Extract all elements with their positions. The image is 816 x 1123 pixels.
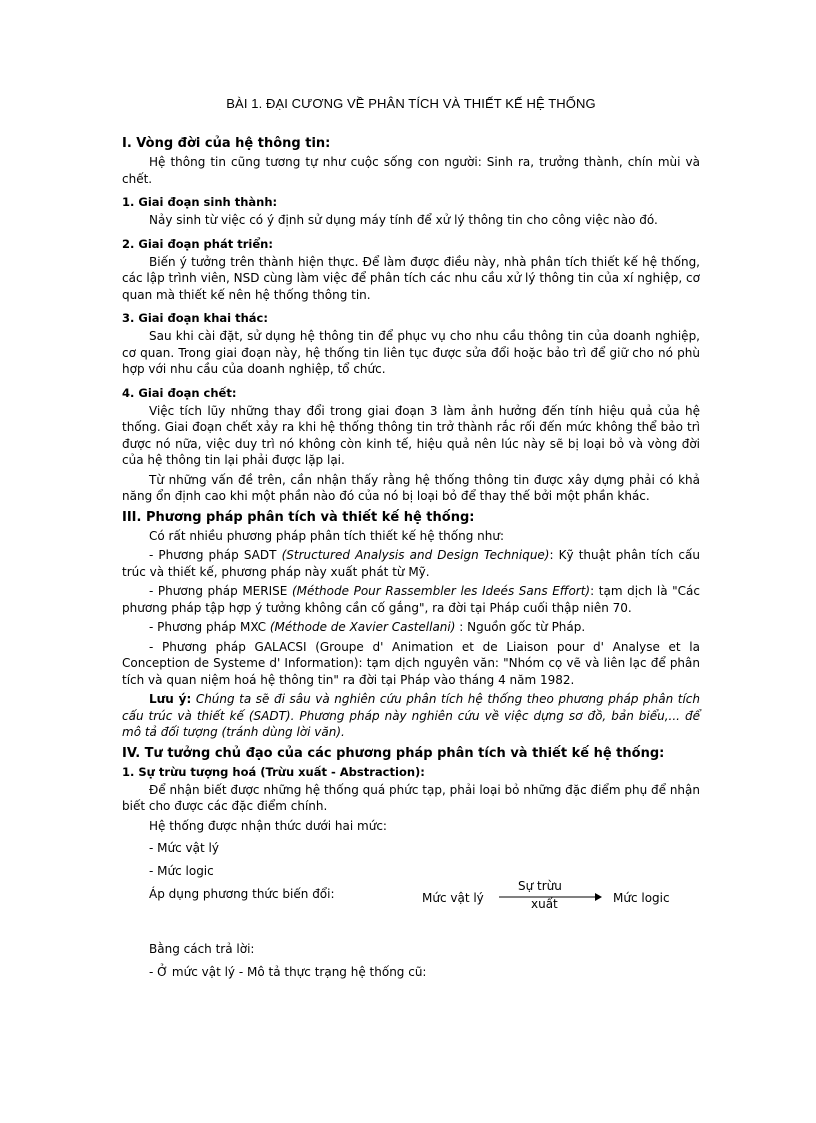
stage-2-text: Biến ý tưởng trên thành hiện thực. Để làm được điều này, nhà phân tích thiết kế hệ thống, các lập trình viên, NSD cùng làm việc để phân tích các nhu cầu xử lý thông tin của xí nghiệp, cơ quan mà thiết kế nên hệ thống thông tin.: [122, 254, 700, 302]
level-physical: - Mức vật lý: [149, 841, 219, 855]
abstraction-text: Để nhận biết được những hệ thống quá phức tạp, phải loại bỏ những đặc điểm phụ để nhận biết cho được các đặc điểm chính.: [122, 782, 700, 813]
methods-intro: Có rất nhiều phương pháp phân tích thiết kế hệ thống như:: [149, 528, 505, 543]
diagram-source: Mức vật lý: [422, 891, 484, 905]
stage-1-heading: 1. Giai đoạn sinh thành:: [122, 195, 278, 209]
method-sadt: - Phương pháp SADT (Structured Analysis and Design Technique): Kỹ thuật phân tích cấu trúc và thiết kế, phương pháp này xuất phát từ Mỹ.: [122, 548, 700, 579]
answer-physical: - Ở mức vật lý - Mô tả thực trạng hệ thống cũ:: [149, 964, 427, 979]
section-1-intro: Hệ thông tin cũng tương tự như cuộc sống con người: Sinh ra, trưởng thành, chín mùi và chết.: [122, 155, 700, 186]
abstraction-diagram: [122, 879, 700, 937]
stage-3-heading: 3. Giai đoạn khai thác:: [122, 311, 268, 325]
level-logic: - Mức logic: [149, 863, 214, 878]
note-paragraph: Lưu ý: Chúng ta sẽ đi sâu và nghiên cứu phân tích hệ thống theo phương pháp phân tích cấu trúc và thiết kế (SADT). Phương pháp này nghiên cứu về việc dựng sơ đồ, bản biểu,... để mô tả đối tượng (tránh dùng lời văn).: [122, 692, 700, 739]
section-4-heading: IV. Tư tưởng chủ đạo của các phương pháp phân tích và thiết kế hệ thống:: [122, 745, 665, 761]
levels-intro: Hệ thống được nhận thức dưới hai mức:: [149, 818, 387, 833]
abstraction-heading: 1. Sự trừu tượng hoá (Trừu xuất - Abstraction):: [122, 764, 425, 779]
apply-label: Áp dụng phương thức biến đổi:: [149, 887, 335, 901]
method-galacsi: - Phương pháp GALACSI (Groupe d' Animation et de Liaison pour d' Analyse et la Conception de Systeme d' Information): tạm dịch nguyên văn: "Nhóm cọ vẽ và liên lạc để phân tích và quan niệm hoá hệ thông tin" ra đời tại Pháp vào tháng 4 năm 1982.: [122, 639, 700, 687]
section-1-heading: I. Vòng đời của hệ thông tin:: [122, 136, 331, 151]
diagram-target: Mức logic: [613, 891, 670, 905]
section-3-heading: III. Phương pháp phân tích và thiết kế hệ thống:: [122, 509, 475, 525]
document-page: [122, 96, 700, 986]
arrow-label-top: Sự trừu: [518, 879, 562, 893]
stage-4-conclusion: Từ những vấn đề trên, cần nhận thấy rằng hệ thống thông tin được xây dựng phải có khả năng ổn định cao khi một phần nào đó của nó bị loại bỏ để thay thế bởi một phần khác.: [122, 472, 700, 503]
arrow-label-bottom: xuất: [531, 897, 558, 911]
stage-3-text: Sau khi cài đặt, sử dụng hệ thông tin để phục vụ cho nhu cầu thông tin của doanh nghiệp, cơ quan. Trong giai đoạn này, hệ thống tin liên tục được sửa đổi hoặc bảo trì để giữ cho nó phù hợp với nhu cầu của doanh nghiệp, tổ chức.: [122, 329, 700, 376]
method-mxc: - Phương pháp MXC (Méthode de Xavier Castellani) : Nguồn gốc từ Pháp.: [149, 620, 586, 634]
stage-2-heading: 2. Giai đoạn phát triển:: [122, 236, 273, 251]
answer-intro: Bằng cách trả lời:: [149, 942, 255, 956]
stage-4-text: Việc tích lũy những thay đổi trong giai đoạn 3 làm ảnh hưởng đến tính hiệu quả của hệ thống. Giai đoạn chết xảy ra khi hệ thống thông tin trở thành rắc rối đến mức không thể bảo trì được nó nữa, việc duy trì nó không còn kinh tế, hiệu quả nên lúc này sẽ bị loại bỏ và vòng đời của hệ thông tin lại phải được lặp lại.: [122, 403, 700, 467]
page-title: BÀI 1. ĐẠI CƯƠNG VỀ PHÂN TÍCH VÀ THIẾT KẾ HỆ THỐNG: [226, 96, 596, 111]
stage-1-text: Nảy sinh từ việc có ý định sử dụng máy tính để xử lý thông tin cho công việc nào đó.: [149, 213, 658, 227]
stage-4-heading: 4. Giai đoạn chết:: [122, 385, 237, 400]
method-merise: - Phương pháp MERISE (Méthode Pour Rassembler les Ideés Sans Effort): tạm dịch là "Các phương pháp tập hợp ý tưởng không cần cố gắng", ra đời tại Pháp cuối thập niên 70.: [122, 584, 700, 615]
